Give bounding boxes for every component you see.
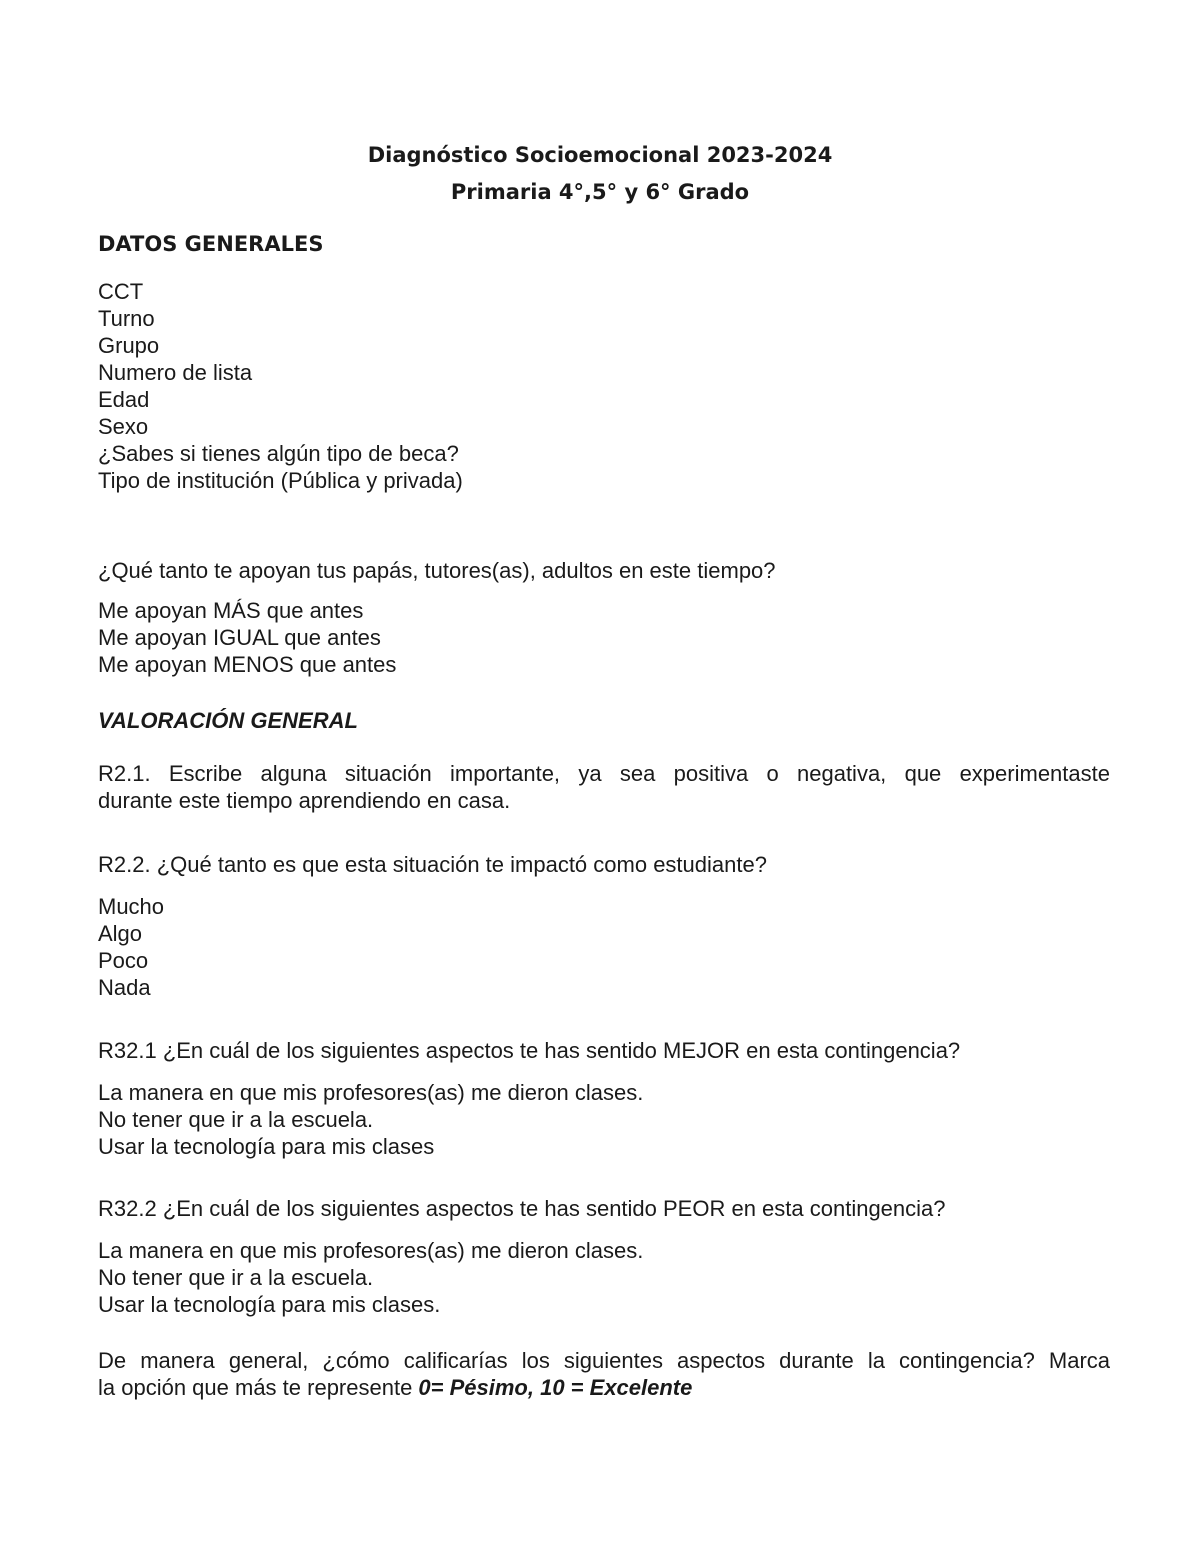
apoyo-option-igual: Me apoyan IGUAL que antes: [98, 625, 381, 650]
section-heading-datos-generales: DATOS GENERALES: [98, 232, 324, 256]
field-numero-de-lista: Numero de lista: [98, 360, 253, 385]
field-grupo: Grupo: [98, 333, 160, 358]
question-r2-1-line2: durante este tiempo aprendiendo en casa.: [98, 788, 511, 813]
question-calificacion: [98, 1347, 1110, 1401]
field-beca: ¿Sabes si tienes algún tipo de beca?: [98, 441, 459, 466]
question-r32-1: R32.1 ¿En cuál de los siguientes aspectos te has sentido MEJOR en esta contingencia?: [98, 1038, 961, 1063]
r32-2-option-escuela: No tener que ir a la escuela.: [98, 1265, 374, 1290]
apoyo-option-mas: Me apoyan MÁS que antes: [98, 598, 364, 623]
datos-generales-list: [98, 278, 463, 494]
r32-2-option-tecnologia: Usar la tecnología para mis clases.: [98, 1292, 441, 1317]
r32-2-option-profesores: La manera en que mis profesores(as) me dieron clases.: [98, 1238, 644, 1263]
r2-2-option-mucho: Mucho: [98, 894, 165, 919]
field-turno: Turno: [98, 306, 155, 331]
field-tipo-institucion: Tipo de institución (Pública y privada): [98, 468, 463, 493]
question-apoyo: ¿Qué tanto te apoyan tus papás, tutores(as), adultos en este tiempo?: [98, 558, 776, 583]
r2-2-options: [98, 893, 164, 1001]
field-sexo: Sexo: [98, 414, 149, 439]
apoyo-option-menos: Me apoyan MENOS que antes: [98, 652, 397, 677]
r32-1-options: [98, 1079, 643, 1160]
apoyo-options: [98, 597, 396, 678]
question-r2-1-line1: R2.1. Escribe alguna situación importante, ya sea positiva o negativa, que experimentaste: [98, 761, 1110, 786]
question-r2-2: R2.2. ¿Qué tanto es que esta situación te impactó como estudiante?: [98, 852, 767, 877]
r32-2-options: [98, 1237, 643, 1318]
question-r2-1: [98, 760, 1110, 814]
question-calificacion-line2: [98, 1374, 1110, 1401]
question-r32-2: R32.2 ¿En cuál de los siguientes aspectos te has sentido PEOR en esta contingencia?: [98, 1196, 946, 1221]
r2-2-option-algo: Algo: [98, 921, 143, 946]
document-title: Diagnóstico Socioemocional 2023-2024: [367, 143, 833, 167]
question-calificacion-line1: De manera general, ¿cómo calificarías los siguientes aspectos durante la contingencia? Marca: [98, 1348, 1110, 1373]
document-subtitle: Primaria 4°,5° y 6° Grado: [450, 180, 750, 204]
r32-1-option-escuela: No tener que ir a la escuela.: [98, 1107, 374, 1132]
r2-2-option-nada: Nada: [98, 975, 151, 1000]
r2-2-option-poco: Poco: [98, 948, 149, 973]
section-heading-valoracion-general: VALORACIÓN GENERAL: [98, 708, 358, 733]
field-cct: CCT: [98, 279, 144, 304]
rating-scale-emphasis: 0= Pésimo, 10 = Excelente: [418, 1375, 693, 1400]
question-calificacion-line2-prefix: la opción que más te represente: [98, 1375, 419, 1400]
r32-1-option-profesores: La manera en que mis profesores(as) me dieron clases.: [98, 1080, 644, 1105]
r32-1-option-tecnologia: Usar la tecnología para mis clases: [98, 1134, 435, 1159]
field-edad: Edad: [98, 387, 150, 412]
